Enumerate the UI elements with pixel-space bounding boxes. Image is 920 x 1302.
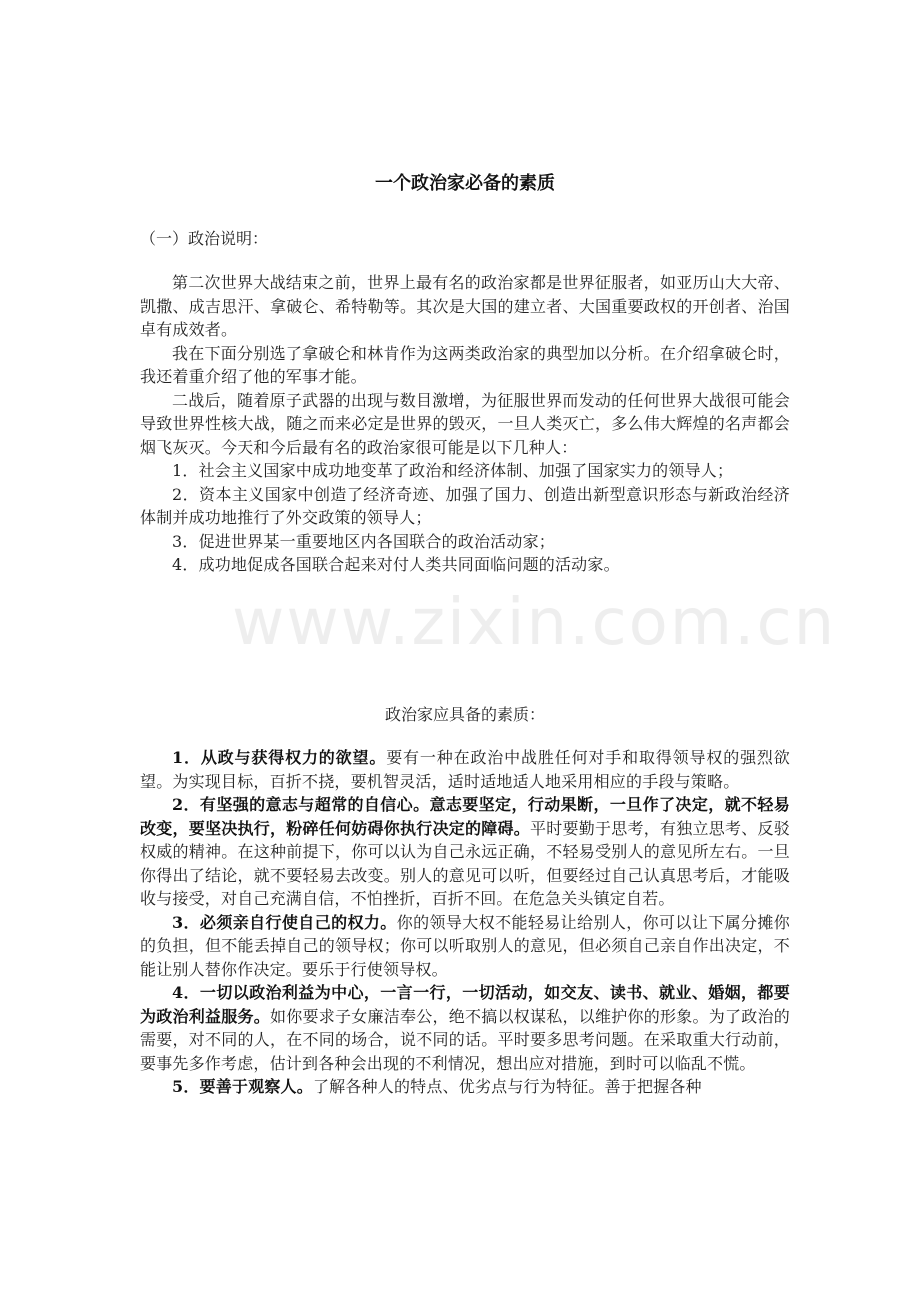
list-item: 4．成功地促成各国联合起来对付人类共同面临问题的活动家。 xyxy=(172,555,620,574)
quality-heading: 4．一切以政治利益为中心，一言一行，一切活动，如交友、读书、就业、婚姻，都要为政治利益服务。 xyxy=(140,983,790,1026)
paragraph: 二战后，随着原子武器的出现与数目激增，为征服世界而发动的任何世界大战很可能会导致世界性核大战，随之而来必定是世界的毁灭，一旦人类灭亡，多么伟大辉煌的名声都会烟飞灰灭。今天和今后最有名的政治家很可能是以下几种人： xyxy=(140,390,790,457)
quality-text: 你的领导大权不能轻易让给别人，你可以让下属分摊你的负担，但不能丢掉自己的领导权；你可以听取别人的意见，但必须自己亲自作出决定，不能让别人替你作决定。要乐于行使领导权。 xyxy=(140,912,790,979)
quality-heading: 3．必须亲自行使自己的权力。 xyxy=(172,912,397,932)
quality-text: 平时要勤于思考，有独立思考、反驳权威的精神。在这种前提下，你可以认为自己永远正确，不轻易受别人的意见所左右。一旦你得出了结论，就不要轻易去改变。别人的意见可以听，但要经过自己认真思考后，才能吸收与接受，对自己充满自信，不怕挫折，百折不回。在危急关头镇定自若。 xyxy=(140,818,790,908)
quality-item xyxy=(140,911,790,982)
quality-heading: 2．有坚强的意志与超常的自信心。意志要坚定，行动果断，一旦作了决定，就不轻易改变，要坚决执行，粉碎任何妨碍你执行决定的障碍。 xyxy=(140,795,790,838)
quality-item xyxy=(140,793,790,911)
quality-item xyxy=(140,1075,790,1099)
section-subtitle: 政治家应具备的素质： xyxy=(384,705,545,724)
quality-text: 了解各种人的特点、优劣点与行为特征。善于把握各种 xyxy=(312,1077,702,1096)
paragraph: 第二次世界大战结束之前，世界上最有名的政治家都是世界征服者，如亚历山大大帝、凯撒、成吉思汗、拿破仑、希特勒等。其次是大国的建立者、大国重要政权的开创者、治国卓有成效者。 xyxy=(140,273,790,339)
quality-item xyxy=(140,746,790,793)
quality-text: 要有一种在政治中战胜任何对手和取得领导权的强烈欲望。为实现目标，百折不挠，要机智灵活，适时适地适人地采用相应的手段与策略。 xyxy=(140,748,790,791)
list-item: 1．社会主义国家中成功地变革了政治和经济体制、加强了国家实力的领导人； xyxy=(172,461,734,480)
document-title: 一个政治家必备的素质 xyxy=(375,173,555,194)
watermark: www.zixin.com.cn xyxy=(232,586,837,660)
list-item: 3．促进世界某一重要地区内各国联合的政治活动家； xyxy=(172,531,555,551)
qualities-section xyxy=(140,746,790,1099)
quality-text: 如你要求子女廉洁奉公，绝不搞以权谋私，以维护你的形象。为了政治的需要，对不同的人，在不同的场合，说不同的话。平时要多思考问题。在采取重大行动前，要事先多作考虑，估计到各种会出现的不利情况，想出应对措施，到时可以临乱不慌。 xyxy=(140,1006,790,1073)
quality-heading: 1．从政与获得权力的欲望。 xyxy=(172,748,387,767)
quality-heading: 5．要善于观察人。 xyxy=(172,1077,313,1096)
section-label: （一）政治说明： xyxy=(140,229,269,248)
intro-section xyxy=(140,271,790,577)
quality-item xyxy=(140,981,790,1075)
list-item: 2．资本主义国家中创造了经济奇迹、加强了国力、创造出新型意识形态与新政治经济体制并成功地推行了外交政策的领导人； xyxy=(140,484,790,527)
paragraph: 我在下面分别选了拿破仑和林肯作为这两类政治家的典型加以分析。在介绍拿破仑时，我还着重介绍了他的军事才能。 xyxy=(140,343,790,386)
